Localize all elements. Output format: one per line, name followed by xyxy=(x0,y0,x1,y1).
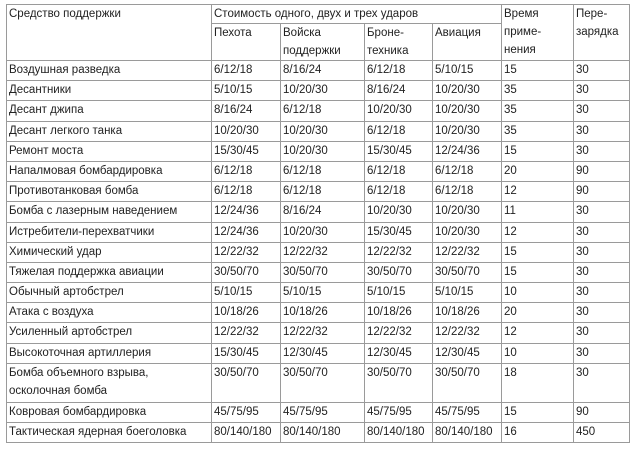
cell-reload: 90 xyxy=(574,402,630,422)
table-row xyxy=(7,61,630,81)
cell-time: 15 xyxy=(502,402,574,422)
cell-reload: 30 xyxy=(574,343,630,363)
cell-infantry: 12/24/36 xyxy=(212,202,281,222)
table-row xyxy=(7,303,630,323)
cell-time: 15 xyxy=(502,141,574,161)
cell-infantry: 45/75/95 xyxy=(212,402,281,422)
cell-armor: 8/16/24 xyxy=(365,81,433,101)
table-row xyxy=(7,242,630,262)
cell-aviation: 10/20/30 xyxy=(433,222,502,242)
cell-infantry: 8/16/24 xyxy=(212,101,281,121)
cell-infantry: 15/30/45 xyxy=(212,141,281,161)
cell-name: Высокоточная артиллерия xyxy=(7,343,212,363)
cell-armor: 10/20/30 xyxy=(365,101,433,121)
table-row xyxy=(7,262,630,282)
cell-armor: 6/12/18 xyxy=(365,121,433,141)
table-row xyxy=(7,81,630,101)
cell-name: Десант джипа xyxy=(7,101,212,121)
cell-support: 30/50/70 xyxy=(281,262,365,282)
cell-aviation: 10/18/26 xyxy=(433,303,502,323)
cell-armor: 10/18/26 xyxy=(365,303,433,323)
table-row xyxy=(7,402,630,422)
cell-time: 12 xyxy=(502,222,574,242)
cell-time: 18 xyxy=(502,363,574,402)
cell-time: 12 xyxy=(502,182,574,202)
cell-armor: 12/22/32 xyxy=(365,242,433,262)
cell-reload: 30 xyxy=(574,202,630,222)
cell-reload: 30 xyxy=(574,141,630,161)
cell-reload: 30 xyxy=(574,61,630,81)
cell-support: 6/12/18 xyxy=(281,182,365,202)
cell-armor: 12/22/32 xyxy=(365,323,433,343)
table-row xyxy=(7,343,630,363)
cell-name: Тактическая ядерная боеголовка xyxy=(7,423,212,443)
cell-aviation: 12/24/36 xyxy=(433,141,502,161)
cell-aviation: 5/10/15 xyxy=(433,283,502,303)
cell-aviation: 6/12/18 xyxy=(433,182,502,202)
cell-support: 12/22/32 xyxy=(281,242,365,262)
header-reload: Пере-зарядка xyxy=(574,5,630,61)
table-row xyxy=(7,141,630,161)
cell-armor: 45/75/95 xyxy=(365,402,433,422)
cell-reload: 30 xyxy=(574,242,630,262)
table-row xyxy=(7,202,630,222)
cell-name: Обычный артобстрел xyxy=(7,283,212,303)
cell-time: 10 xyxy=(502,283,574,303)
cell-reload: 30 xyxy=(574,262,630,282)
cell-support: 6/12/18 xyxy=(281,161,365,181)
cell-reload: 30 xyxy=(574,363,630,402)
cell-support: 12/22/32 xyxy=(281,323,365,343)
cell-armor: 15/30/45 xyxy=(365,222,433,242)
cell-aviation: 10/20/30 xyxy=(433,202,502,222)
cell-support: 10/20/30 xyxy=(281,141,365,161)
cell-name: Ремонт моста xyxy=(7,141,212,161)
cell-aviation: 12/30/45 xyxy=(433,343,502,363)
cell-aviation: 5/10/15 xyxy=(433,61,502,81)
cell-aviation: 12/22/32 xyxy=(433,242,502,262)
cell-infantry: 10/18/26 xyxy=(212,303,281,323)
cell-name: Усиленный артобстрел xyxy=(7,323,212,343)
cell-support: 12/30/45 xyxy=(281,343,365,363)
cell-time: 35 xyxy=(502,81,574,101)
cell-reload: 30 xyxy=(574,323,630,343)
cell-infantry: 6/12/18 xyxy=(212,161,281,181)
cell-time: 12 xyxy=(502,323,574,343)
header-time: Время приме-нения xyxy=(502,5,574,61)
cell-aviation: 6/12/18 xyxy=(433,161,502,181)
cell-name: Атака с воздуха xyxy=(7,303,212,323)
cell-armor: 12/30/45 xyxy=(365,343,433,363)
cell-time: 20 xyxy=(502,303,574,323)
cell-time: 16 xyxy=(502,423,574,443)
cell-time: 11 xyxy=(502,202,574,222)
table-row xyxy=(7,283,630,303)
cell-infantry: 30/50/70 xyxy=(212,363,281,402)
cell-name: Ковровая бомбардировка xyxy=(7,402,212,422)
table-row xyxy=(7,323,630,343)
cell-infantry: 80/140/180 xyxy=(212,423,281,443)
cell-name: Химический удар xyxy=(7,242,212,262)
cell-reload: 90 xyxy=(574,182,630,202)
header-aviation: Авиация xyxy=(433,24,502,61)
cell-infantry: 6/12/18 xyxy=(212,182,281,202)
cell-support: 45/75/95 xyxy=(281,402,365,422)
cell-time: 20 xyxy=(502,161,574,181)
cell-time: 15 xyxy=(502,242,574,262)
table-row xyxy=(7,161,630,181)
cell-support: 8/16/24 xyxy=(281,61,365,81)
table-row xyxy=(7,363,630,402)
cell-infantry: 6/12/18 xyxy=(212,61,281,81)
cell-name: Противотанковая бомба xyxy=(7,182,212,202)
cell-aviation: 45/75/95 xyxy=(433,402,502,422)
cell-infantry: 12/22/32 xyxy=(212,323,281,343)
cell-armor: 6/12/18 xyxy=(365,61,433,81)
cell-armor: 6/12/18 xyxy=(365,182,433,202)
cell-support: 10/20/30 xyxy=(281,81,365,101)
table-row xyxy=(7,121,630,141)
cell-infantry: 15/30/45 xyxy=(212,343,281,363)
cell-reload: 30 xyxy=(574,222,630,242)
support-cost-table xyxy=(6,4,630,443)
cell-reload: 450 xyxy=(574,423,630,443)
cell-name: Тяжелая поддержка авиации xyxy=(7,262,212,282)
cell-name: Истребители-перехватчики xyxy=(7,222,212,242)
cell-reload: 30 xyxy=(574,81,630,101)
cell-infantry: 10/20/30 xyxy=(212,121,281,141)
cell-armor: 30/50/70 xyxy=(365,262,433,282)
cell-time: 35 xyxy=(502,121,574,141)
table-row xyxy=(7,182,630,202)
cell-aviation: 10/20/30 xyxy=(433,121,502,141)
cell-name: Бомба с лазерным наведением xyxy=(7,202,212,222)
cell-support: 5/10/15 xyxy=(281,283,365,303)
cell-support: 80/140/180 xyxy=(281,423,365,443)
cell-armor: 10/20/30 xyxy=(365,202,433,222)
cell-reload: 30 xyxy=(574,283,630,303)
cell-name: Бомба объемного взрыва, осколочная бомба xyxy=(7,363,212,402)
cell-reload: 30 xyxy=(574,303,630,323)
header-cost-group: Стоимость одного, двух и трех ударов xyxy=(212,5,502,24)
cell-reload: 90 xyxy=(574,161,630,181)
cell-support: 6/12/18 xyxy=(281,101,365,121)
table-body xyxy=(7,61,630,443)
header-support-troops: Войска поддержки xyxy=(281,24,365,61)
cell-armor: 5/10/15 xyxy=(365,283,433,303)
cell-name: Воздушная разведка xyxy=(7,61,212,81)
cell-aviation: 12/22/32 xyxy=(433,323,502,343)
cell-support: 10/20/30 xyxy=(281,121,365,141)
cell-infantry: 12/24/36 xyxy=(212,222,281,242)
cell-reload: 30 xyxy=(574,121,630,141)
cell-time: 15 xyxy=(502,61,574,81)
cell-armor: 15/30/45 xyxy=(365,141,433,161)
cell-name: Десант легкого танка xyxy=(7,121,212,141)
cell-aviation: 80/140/180 xyxy=(433,423,502,443)
header-row-top xyxy=(7,5,630,24)
cell-aviation: 10/20/30 xyxy=(433,101,502,121)
cell-time: 15 xyxy=(502,262,574,282)
cell-reload: 30 xyxy=(574,101,630,121)
cell-support: 10/20/30 xyxy=(281,222,365,242)
cell-name: Напалмовая бомбардировка xyxy=(7,161,212,181)
cell-armor: 80/140/180 xyxy=(365,423,433,443)
cell-armor: 6/12/18 xyxy=(365,161,433,181)
cell-infantry: 5/10/15 xyxy=(212,283,281,303)
cell-infantry: 12/22/32 xyxy=(212,242,281,262)
table-row xyxy=(7,101,630,121)
cell-time: 10 xyxy=(502,343,574,363)
header-support: Средство поддержки xyxy=(7,5,212,61)
cell-infantry: 5/10/15 xyxy=(212,81,281,101)
cell-aviation: 30/50/70 xyxy=(433,363,502,402)
header-armor: Броне-техника xyxy=(365,24,433,61)
table-row xyxy=(7,423,630,443)
header-infantry: Пехота xyxy=(212,24,281,61)
cell-support: 30/50/70 xyxy=(281,363,365,402)
cell-support: 10/18/26 xyxy=(281,303,365,323)
table-row xyxy=(7,222,630,242)
cell-support: 8/16/24 xyxy=(281,202,365,222)
cell-aviation: 10/20/30 xyxy=(433,81,502,101)
cell-armor: 30/50/70 xyxy=(365,363,433,402)
cell-name: Десантники xyxy=(7,81,212,101)
cell-time: 35 xyxy=(502,101,574,121)
cell-infantry: 30/50/70 xyxy=(212,262,281,282)
cell-aviation: 30/50/70 xyxy=(433,262,502,282)
